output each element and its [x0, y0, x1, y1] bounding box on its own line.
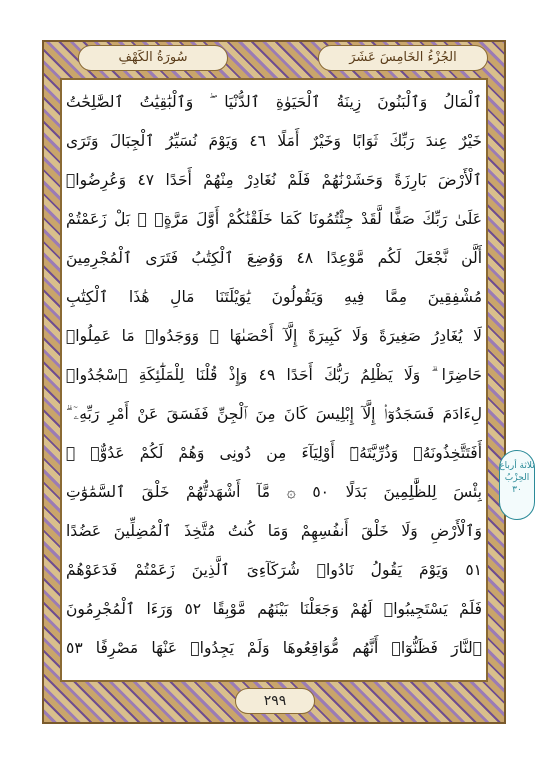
- text-line-14: فَلَمْ يَسْتَجِيبُوا۟ لَهُمْ وَجَعَلْنَا بَيْنَهُم مَّوْبِقًا ٥٢ وَرَءَا ٱلْمُجْرِمُونَ: [66, 600, 482, 618]
- quran-text-area: [66, 84, 482, 676]
- text-line-7: لَا يُغَادِرُ صَغِيرَةً وَلَا كَبِيرَةً إِلَّآ أَحْصَىٰهَا ۚ وَوَجَدُوا۟ مَا عَمِلُوا۟: [66, 327, 482, 345]
- text-line-15: ٱلنَّارَ فَظَنُّوٓا۟ أَنَّهُم مُّوَاقِعُوهَا وَلَمْ يَجِدُوا۟ عَنْهَا مَصْرِفًا ٥٣: [66, 639, 482, 657]
- juz-label: الجُزْءُ الخَامِسَ عَشَرَ: [318, 45, 488, 71]
- hizb-marker-number: ٣٠: [512, 485, 522, 495]
- text-line-13: ٥١ وَيَوْمَ يَقُولُ نَادُوا۟ شُرَكَآءِىَ ٱلَّذِينَ زَعَمْتُمْ فَدَعَوْهُمْ: [66, 561, 482, 579]
- hizb-marker-line2: الحِزْبُ: [504, 473, 530, 483]
- text-line-6: مُشْفِقِينَ مِمَّا فِيهِ وَيَقُولُونَ يَٰوَيْلَتَنَا مَالِ هَٰذَا ٱلْكِتَٰبِ: [66, 288, 482, 306]
- text-line-10: أَفَتَتَّخِذُونَهُۥ وَذُرِّيَّتَهُۥٓ أَوْلِيَآءَ مِن دُونِى وَهُمْ لَكُمْ عَدُوٌّۢ ۚ: [66, 444, 482, 462]
- text-line-1: ٱلْمَالُ وَٱلْبَنُونَ زِينَةُ ٱلْحَيَوٰةِ ٱلدُّنْيَا ۖ وَٱلْبَٰقِيَٰتُ ٱلصَّٰلِحَٰتُ: [66, 93, 482, 111]
- page-number: ٢٩٩: [235, 688, 315, 714]
- text-line-5: أَلَّن نَّجْعَلَ لَكُم مَّوْعِدًا ٤٨ وَوُضِعَ ٱلْكِتَٰبُ فَتَرَى ٱلْمُجْرِمِينَ: [66, 249, 482, 267]
- hizb-marker-line1: ثلاثة أرباع: [499, 461, 535, 471]
- text-line-11: بِئْسَ لِلظَّٰلِمِينَ بَدَلًا ٥٠ ۞ مَّآ أَشْهَدتُّهُمْ خَلْقَ ٱلسَّمَٰوَٰتِ: [66, 483, 482, 501]
- text-line-8: حَاضِرًا ۗ وَلَا يَظْلِمُ رَبُّكَ أَحَدًا ٤٩ وَإِذْ قُلْنَا لِلْمَلَٰٓئِكَةِ ٱسْجُدُوا۟: [66, 366, 482, 384]
- surah-label: سُورَةُ الكَهْفِ: [78, 45, 228, 71]
- text-line-9: لِءَادَمَ فَسَجَدُوٓا۟ إِلَّآ إِبْلِيسَ كَانَ مِنَ ٱلْجِنِّ فَفَسَقَ عَنْ أَمْرِ رَبِّهِۦٓ ۗ: [66, 405, 482, 423]
- text-line-2: خَيْرٌ عِندَ رَبِّكَ ثَوَابًا وَخَيْرٌ أَمَلًا ٤٦ وَيَوْمَ نُسَيِّرُ ٱلْجِبَالَ وَتَرَى: [66, 132, 482, 150]
- text-line-12: وَٱلْأَرْضِ وَلَا خَلْقَ أَنفُسِهِمْ وَمَا كُنتُ مُتَّخِذَ ٱلْمُضِلِّينَ عَضُدًا: [66, 522, 482, 540]
- hizb-marker: [499, 450, 535, 520]
- text-line-3: ٱلْأَرْضَ بَارِزَةً وَحَشَرْنَٰهُمْ فَلَمْ نُغَادِرْ مِنْهُمْ أَحَدًا ٤٧ وَعُرِضُوا۟: [66, 171, 482, 189]
- text-line-4: عَلَىٰ رَبِّكَ صَفًّا لَّقَدْ جِئْتُمُونَا كَمَا خَلَقْنَٰكُمْ أَوَّلَ مَرَّةٍۭ ۚ بَلْ زَعَمْتُمْ: [66, 210, 482, 228]
